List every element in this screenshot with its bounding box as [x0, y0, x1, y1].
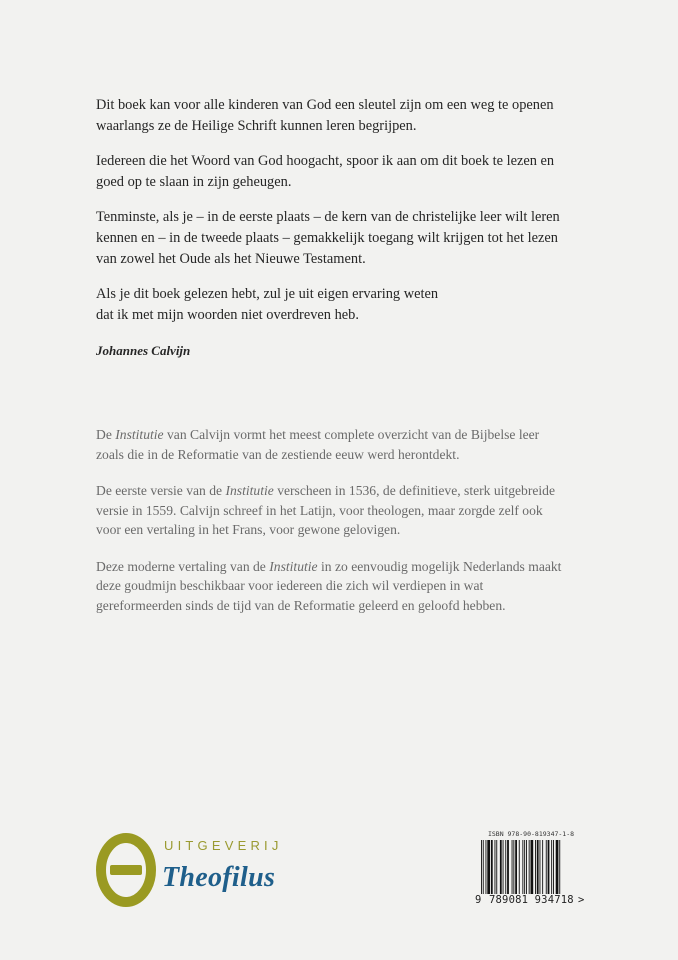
barcode-bar — [503, 840, 504, 900]
publisher-logo — [96, 832, 296, 912]
description-paragraph-2 — [96, 481, 566, 540]
publisher-name: Theofilus — [162, 862, 276, 893]
barcode-bar — [524, 840, 525, 900]
book-description — [96, 425, 566, 632]
barcode-bar — [529, 840, 530, 900]
barcode-bar — [526, 840, 527, 900]
barcode-bar — [515, 840, 517, 900]
barcode-bar — [500, 840, 502, 900]
barcode-bar — [546, 840, 547, 900]
ean-quiet-zone-marker: > — [578, 894, 585, 906]
barcode-bar — [505, 840, 506, 900]
barcode-bar — [531, 840, 534, 900]
barcode-bar — [495, 840, 496, 900]
barcode-bar — [540, 840, 541, 900]
barcode-bar — [535, 840, 536, 900]
description-text: De eerste versie van de — [96, 483, 226, 498]
calvin-quote — [96, 95, 566, 375]
description-text: Deze moderne vertaling van de — [96, 558, 270, 574]
quote-paragraph-2: Iedereen die het Woord van God hoogacht, spoor ik aan om dit boek te lezen en goed op te slaan in zijn geheugen. — [96, 153, 555, 190]
description-text: De — [96, 427, 116, 442]
barcode-bar — [512, 840, 513, 900]
quote-paragraph-1: Dit boek kan voor alle kinderen van God een sleutel zijn om een weg te openen waarlangs ze de Heilige Schrift kunnen leren begrijpen. — [96, 97, 554, 134]
barcode-bar — [481, 840, 482, 900]
barcode-bar — [491, 840, 493, 900]
barcode-bar — [522, 840, 523, 900]
description-text: van Calvijn vormt het meest complete overzicht van de Bijbelse leer zoals die in de Reformatie van de zestiende eeuw werd herontdekt. — [96, 427, 540, 462]
ean-first-digit: 9 — [475, 894, 482, 906]
theta-logo-icon — [96, 832, 156, 908]
barcode-bar — [559, 840, 560, 900]
barcode-bar — [537, 840, 539, 900]
quote-paragraph-4-line-2: dat ik met mijn woorden niet overdreven heb. — [96, 307, 359, 323]
description-paragraph-1 — [96, 425, 566, 464]
book-title: Institutie — [269, 558, 318, 574]
description-text: in zo eenvoudig mogelijk Nederlands maakt deze goudmijn beschikbaar voor iedereen die zich wil verdiepen in wat gereformeerden sinds de tijd van de Reformatie geleerd en geloofd hebben. — [96, 558, 562, 613]
barcode-bar — [548, 840, 550, 900]
book-title: Institutie — [225, 483, 274, 498]
barcode-bars — [481, 840, 581, 900]
barcode-bar — [553, 840, 554, 900]
publisher-label: UITGEVERIJ — [164, 838, 283, 853]
quote-paragraph-3: Tenminste, als je – in de eerste plaats – de kern van de christelijke leer wilt leren kennen en – in de tweede plaats – gemakkelijk toegang wilt krijgen tot het lezen van zowel het Oude als het Nieuwe Testament. — [96, 209, 560, 267]
isbn-barcode — [475, 830, 585, 910]
quote-author: Johannes Calvijn — [96, 343, 191, 358]
barcode-bar — [507, 840, 509, 900]
description-text: verscheen in 1536, de definitieve, sterk uitgebreide versie in 1559. Calvijn schreef in het Latijn, voor theologen, maar zorgde zelf ook voor een vertaling in het Frans, voor gewone gelovigen. — [96, 483, 556, 537]
barcode-bar — [487, 840, 490, 900]
barcode-bar — [483, 840, 484, 900]
barcode-bar — [556, 840, 559, 900]
ean-digits — [475, 894, 585, 908]
quote-paragraph-4 — [96, 284, 566, 326]
barcode-bar — [496, 840, 497, 900]
barcode-bar — [486, 840, 487, 900]
barcode-bar — [551, 840, 552, 900]
barcode-bar — [519, 840, 520, 900]
ean-digit-groups: 789081 934718 — [489, 894, 574, 906]
isbn-number: ISBN 978-90-819347-1-8 — [487, 830, 575, 838]
book-title: Institutie — [115, 427, 164, 442]
description-paragraph-3 — [96, 557, 566, 616]
barcode-bar — [513, 840, 514, 900]
barcode-bar — [542, 840, 543, 900]
quote-paragraph-4-line-1: Als je dit boek gelezen hebt, zul je uit eigen ervaring weten — [96, 286, 439, 302]
